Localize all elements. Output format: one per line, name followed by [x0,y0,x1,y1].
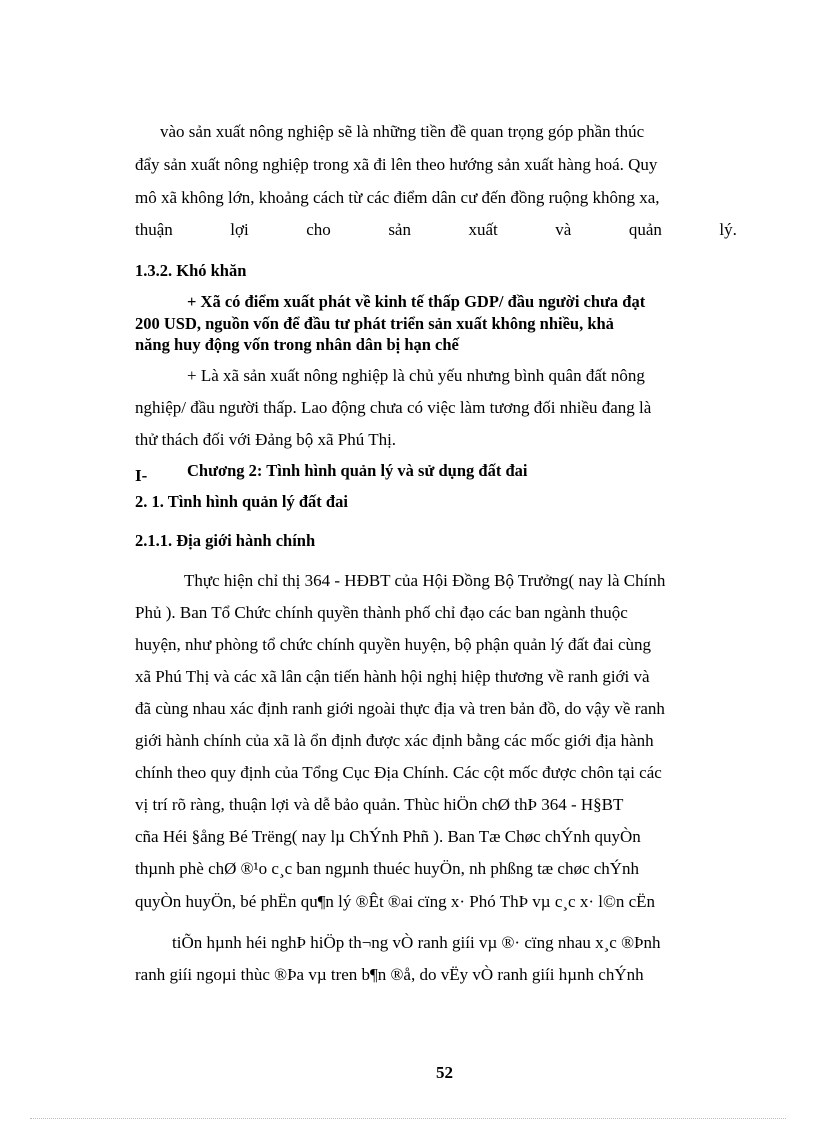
justified-word: cho [306,220,331,239]
intro-line-3: mô xã không lớn, khoảng cách từ các điểm dân cư đến đồng ruộng không xa, [135,188,660,207]
body-line-7: chính theo quy định của Tổng Cục Địa Chính. Các cột mốc được chôn tại các [135,763,662,782]
garbled-line-1: cña Héi §ång Bé Trëng( nay lµ ChÝnh Phñ ). Ban Tæ Chøc chÝnh quyÒn [135,827,641,846]
difficulty-1-line-1: + Xã có điểm xuất phát về kinh tế thấp GDP/ đầu người chưa đạt [187,292,646,311]
garbled-line-3: quyÒn huyÖn, bé phËn qu¶n lý ®Êt ®ai cïng x· Phó ThÞ vµ c¸c x· l©n cËn [135,892,656,911]
body-line-1: Thực hiện chỉ thị 364 - HĐBT của Hội Đồng Bộ Trưởng( nay là Chính [184,571,666,590]
garbled-line-2: thµnh phè chØ ®¹o c¸c ban ngµnh thuéc huyÖn, nh phßng tæ chøc chÝnh [135,859,640,878]
chapter-numeral: I- [135,466,148,485]
intro-line-2: đẩy sản xuất nông nghiệp trong xã đi lên theo hướng sản xuất hàng hoá. Quy [135,155,658,174]
page-bottom-divider [30,1118,786,1119]
section-211-heading: 2.1.1. Địa giới hành chính [135,531,316,550]
difficulty-2-line-2: nghiệp/ đầu người thấp. Lao động chưa có việc làm tương đối nhiều đang là [135,398,652,417]
justified-word: xuất [468,220,498,239]
intro-line-1: vào sản xuất nông nghiệp sẽ là những tiền đề quan trọng góp phần thúc [160,122,645,141]
difficulty-1-line-3: năng huy động vốn trong nhân dân bị hạn chế [135,335,459,354]
chapter-title: Chương 2: Tình hình quản lý và sử dụng đất đai [187,461,528,480]
garbled-line-5: ranh giíi ngoµi thùc ®Þa vµ tren b¶n ®å, do vËy vÒ ranh giíi hµnh chÝnh [135,965,644,984]
garbled-line-4: tiÕn hµnh héi nghÞ hiÖp th¬ng vÒ ranh giíi vµ ®· cïng nhau x¸c ®Þnh [172,933,661,952]
difficulty-1-line-2: 200 USD, nguồn vốn để đầu tư phát triển sản xuất không nhiều, khả [135,314,614,333]
body-line-4: xã Phú Thị và các xã lân cận tiến hành hội nghị hiệp thương về ranh giới và [135,667,650,686]
section-132-heading: 1.3.2. Khó khăn [135,261,247,280]
intro-line-4 [135,220,737,240]
body-line-3: huyện, như phòng tổ chức chính quyền huyện, bộ phận quản lý đất đai cùng [135,635,652,654]
body-line-8: vị trí rõ ràng, thuận lợi và dễ bảo quản. Thùc hiÖn chØ thÞ 364 - H§BT [135,795,624,814]
justified-word: lý. [719,220,737,239]
justified-word: lợi [230,220,249,239]
justified-word: thuận [135,220,173,239]
justified-word: sản [388,220,411,239]
body-line-5: đã cùng nhau xác định ranh giới ngoài thực địa và tren bản đồ, do vậy về ranh [135,699,665,718]
section-21-heading: 2. 1. Tình hình quản lý đất đai [135,492,348,511]
justified-word: và [555,220,572,239]
justified-word: quản [628,220,662,239]
body-line-2: Phủ ). Ban Tổ Chức chính quyền thành phố chỉ đạo các ban ngành thuộc [135,603,628,622]
difficulty-2-line-1: + Là xã sản xuất nông nghiệp là chủ yếu nhưng bình quân đất nông [187,366,645,385]
body-line-6: giới hành chính của xã là ổn định được xác định bằng các mốc giới địa hành [135,731,654,750]
page-number: 52 [436,1063,453,1079]
difficulty-2-line-3: thử thách đối với Đảng bộ xã Phú Thị. [135,430,397,449]
